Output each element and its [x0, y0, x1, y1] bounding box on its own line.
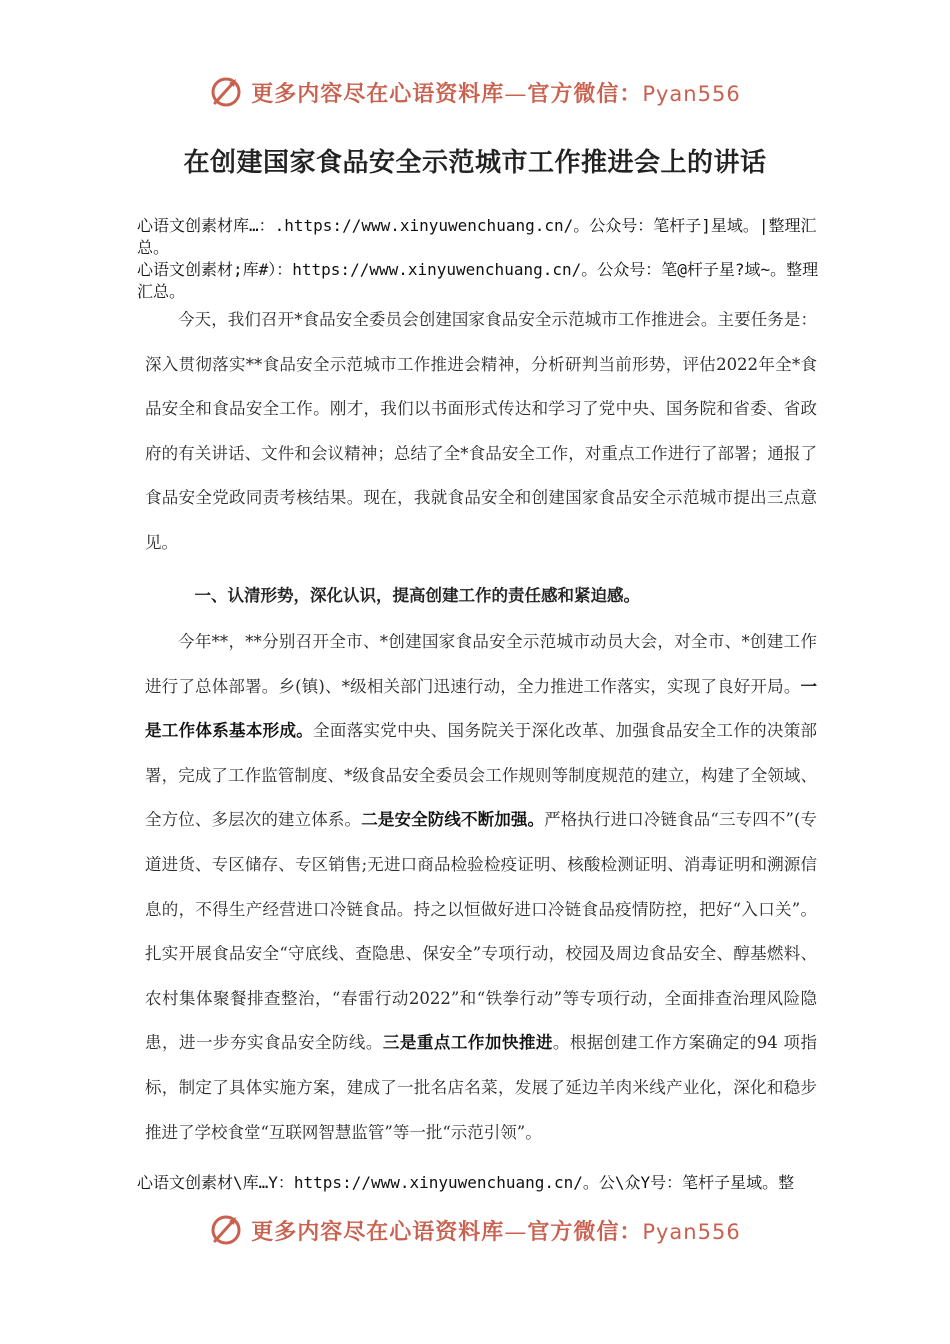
watermark-line-2: 心语文创素材;库#）：https://www.xinyuwenchuang.cn/。公众号：笔@杆子星?域~。整理汇总。 — [137, 260, 819, 301]
document-title: 在创建国家食品安全示范城市工作推进会上的讲话 — [183, 148, 767, 178]
intro-paragraph: 今天，我们召开*食品安全委员会创建国家食品安全示范城市工作推进会。主要任务是：深入贯彻落实**食品安全示范城市工作推进会精神，分析研判当前形势，评估2022年全*食品安全和食品安全工作。刚才，我们以书面形式传达和学习了党中央、国务院和省委、省政府的有关讲话、文件和会议精神；总结了全*食品安全工作，对重点工作进行了部署；通报了食品安全党政同责考核结果。现在，我就食品安全和创建国家食品安全示范城市提出三点意见。 — [145, 310, 817, 552]
point-3-bold: 三是重点工作加快推进 — [382, 1033, 553, 1053]
banner-text: 更多内容尽在心语资料库—官方微信：Pyan556 — [251, 80, 741, 107]
pen-circle-logo-icon — [209, 1213, 243, 1247]
banner-text: 更多内容尽在心语资料库—官方微信：Pyan556 — [251, 1218, 741, 1245]
header-banner — [0, 70, 950, 114]
section-1-paragraph: 今年**，**分别召开全市、*创建国家食品安全示范城市动员大会，对全市、*创建工作进行了总体部署。乡(镇)、*级相关部门迅速行动，全力推进工作落实，实现了良好开局。一是工作体系基本形成。全面落实党中央、国务院关于深化改革、加强食品安全工作的决策部署，完成了工作监管制度、*级食品安全委员会工作规则等制度规范的建立，构建了全领域、全方位、多层次的建立体系。二是安全防线不断加强。严格执行进口冷链食品“三专四不”(专道进货、专区储存、专区销售;无进口商品检验检疫证明、核酸检测证明、消毒证明和溯源信息的，不得生产经营进口冷链食品。持之以恒做好进口冷链食品疫情防控，把好“入口关”。扎实开展食品安全“守底线、查隐患、保安全”专项行动，校园及周边食品安全、醇基燃料、农村集体聚餐排查整治，“春雷行动2022”和“铁拳行动”等专项行动，全面排查治理风险隐患，进一步夯实食品安全防线。三是重点工作加快推进。根据创建工作方案确定的94 项指标，制定了具体实施方案，建成了一批名店名菜，发展了延边羊肉米线产业化，深化和稳步推进了学校食堂“互联网智慧监管”等一批“示范引领”。 — [145, 632, 818, 1142]
footer-banner — [0, 1208, 950, 1252]
pen-circle-logo-icon — [209, 75, 243, 109]
watermark-line-1: 心语文创素材库…：.https://www.xinyuwenchuang.cn/。公众号：笔杆子]星域。|整理汇总。 — [137, 216, 817, 257]
section-heading-1: 一、认清形势，深化认识，提高创建工作的责任感和紧迫感。 — [194, 586, 640, 605]
point-1-bold: 一是工作体系基本形成。 — [145, 676, 817, 741]
point-2-bold: 二是安全防线不断加强。 — [361, 810, 545, 830]
watermark-line-3: 心语文创素材\库…Y：https://www.xinyuwenchuang.cn/。公\众Y号：笔杆子星域。整 — [137, 1173, 795, 1192]
